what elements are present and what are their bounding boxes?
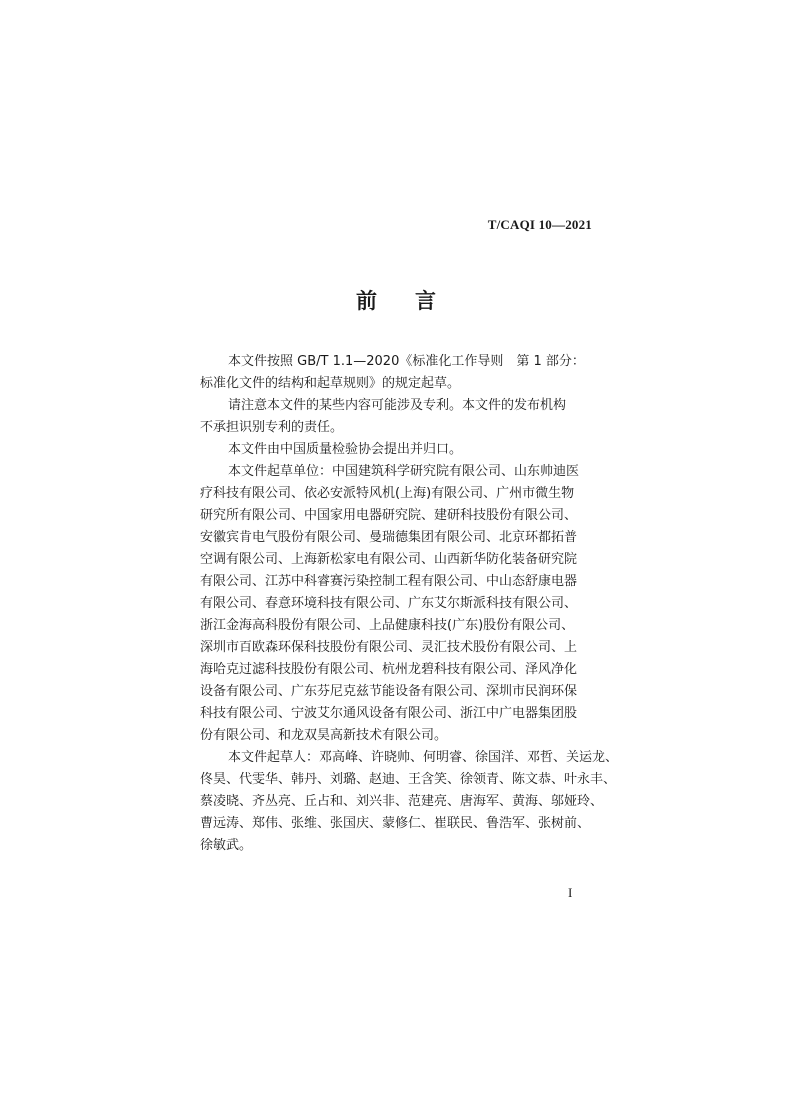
text-line: 份有限公司、和龙双昊高新技术有限公司。 [200, 728, 448, 743]
text-line: 疗科技有限公司、依必安派特风机(上海)有限公司、广州市微生物 [200, 486, 575, 501]
text-line: 曹远涛、郑伟、张维、张国庆、蒙修仁、崔联民、鲁浩军、张树前、 [200, 816, 591, 831]
title-char-1: 前 [356, 289, 377, 313]
text-line: 标准化文件的结构和起草规则》的规定起草。 [200, 376, 461, 391]
text-line: 请注意本文件的某些内容可能涉及专利。本文件的发布机构 [228, 398, 567, 413]
text-line: 本文件按照 GB/T 1.1—2020《标准化工作导则 第 1 部分： [228, 354, 585, 369]
text-line: 科技有限公司、宁波艾尔通风设备有限公司、浙江中广电器集团股 [200, 706, 578, 721]
text-line: 有限公司、春意环境科技有限公司、广东艾尔斯派科技有限公司、 [200, 596, 578, 611]
text-line: 本文件起草单位：中国建筑科学研究院有限公司、山东帅迪医 [228, 464, 580, 479]
text-line: 本文件起草人：邓高峰、许晓帅、何明睿、徐国洋、邓哲、关运龙、 [228, 750, 619, 765]
text-line: 海哈克过滤科技股份有限公司、杭州龙碧科技有限公司、泽风净化 [200, 662, 578, 677]
page-title [356, 285, 436, 315]
text-line: 安徽宾肯电气股份有限公司、曼瑞德集团有限公司、北京环都拓普 [200, 530, 578, 545]
text-line: 蔡凌晓、齐丛亮、丘占和、刘兴非、范建亮、唐海军、黄海、邬娅玲、 [200, 794, 604, 809]
text-line: 徐敏武。 [200, 838, 253, 853]
text-line: 深圳市百欧森环保科技股份有限公司、灵汇技术股份有限公司、上 [200, 640, 578, 655]
text-line: 研究所有限公司、中国家用电器研究院、建研科技股份有限公司、 [200, 508, 578, 523]
text-line: 佟昊、代雯华、韩丹、刘璐、赵迪、王含笑、徐领青、陈文恭、叶永丰、 [200, 772, 617, 787]
page-number: I [568, 885, 573, 900]
text-line: 本文件由中国质量检验协会提出并归口。 [228, 442, 463, 457]
title-char-2: 言 [415, 289, 436, 313]
text-line: 空调有限公司、上海新松家电有限公司、山西新华防化装备研究院 [200, 552, 578, 567]
standard-code: T/CAQI 10—2021 [487, 217, 592, 232]
text-line: 有限公司、江苏中科睿赛污染控制工程有限公司、中山态舒康电器 [200, 574, 578, 589]
text-line: 设备有限公司、广东芬尼克兹节能设备有限公司、深圳市民润环保 [200, 684, 578, 699]
text-line: 不承担识别专利的责任。 [200, 420, 344, 435]
text-line: 浙江金海高科股份有限公司、上品健康科技(广东)股份有限公司、 [200, 618, 575, 633]
